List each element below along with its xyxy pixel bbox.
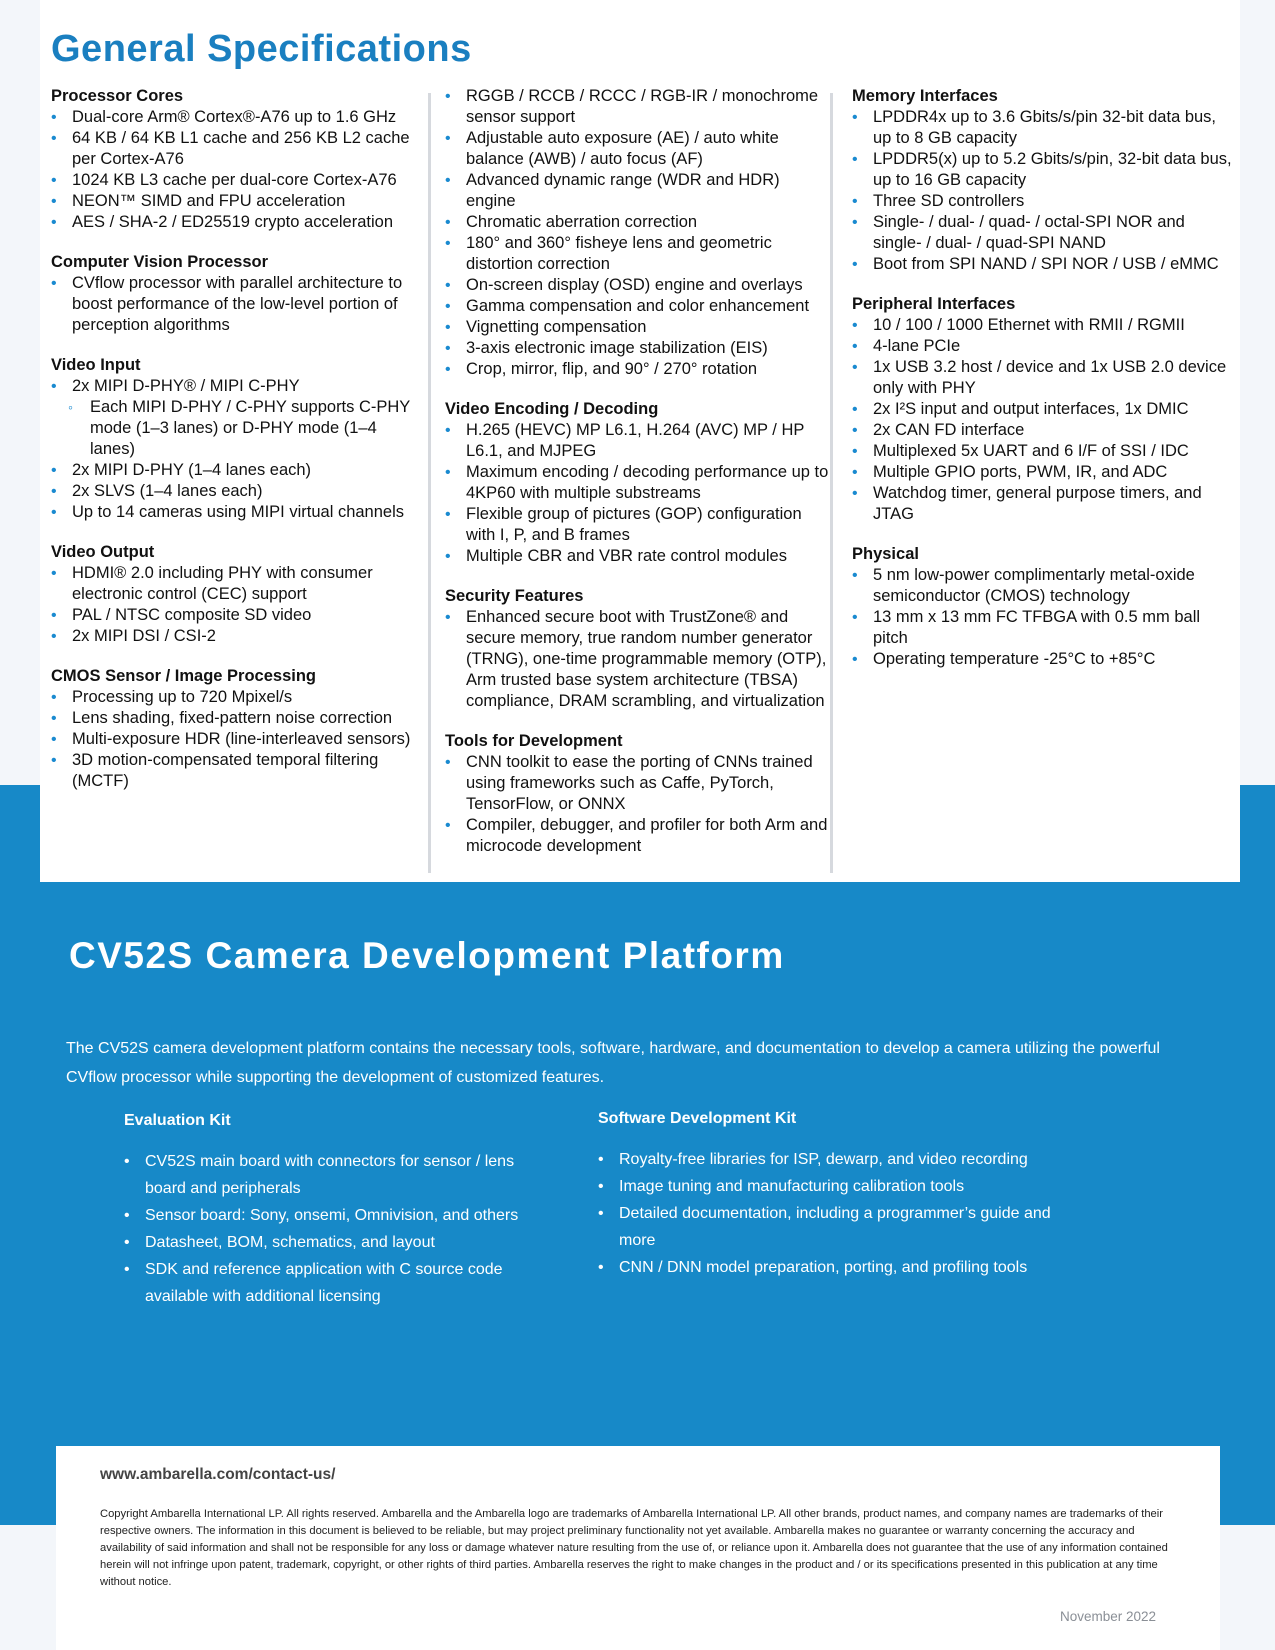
list-item: • HDMI® 2.0 including PHY with consumer electronic control (CEC) support [51, 563, 426, 605]
list-item: • NEON™ SIMD and FPU acceleration [51, 191, 426, 212]
list-item: • Compiler, debugger, and profiler for both Arm and microcode development [445, 815, 830, 857]
list-item: • CNN / DNN model preparation, porting, and profiling tools [598, 1254, 1058, 1281]
section-physical [852, 544, 1237, 670]
spec-list [852, 565, 1237, 670]
publication-date: November 2022 [1060, 1609, 1157, 1624]
list-item: • 1x USB 3.2 host / device and 1x USB 2.0 device only with PHY [852, 357, 1237, 399]
spec-list [445, 752, 830, 857]
spec-list [852, 107, 1237, 275]
list-item: • 10 / 100 / 1000 Ethernet with RMII / RGMII [852, 315, 1237, 336]
list-item: • Royalty-free libraries for ISP, dewarp, and video recording [598, 1146, 1058, 1173]
section-heading: Video Output [51, 543, 155, 561]
section-heading: Physical [852, 545, 919, 563]
list-item: • Three SD controllers [852, 191, 1237, 212]
list-item: • On-screen display (OSD) engine and overlays [445, 275, 830, 296]
sub-list-item: ◦ Each MIPI D-PHY / C-PHY supports C-PHY mode (1–3 lanes) or D-PHY mode (1–4 lanes) [51, 397, 426, 460]
list-item: • Single- / dual- / quad- / octal-SPI NOR and single- / dual- / quad-SPI NAND [852, 212, 1237, 254]
spec-list [445, 420, 830, 567]
list-item: • Gamma compensation and color enhancement [445, 296, 830, 317]
list-item: • Maximum encoding / decoding performance up to 4KP60 with multiple substreams [445, 462, 830, 504]
spec-list [51, 107, 426, 233]
list-item: • 180° and 360° fisheye lens and geometric distortion correction [445, 233, 830, 275]
list-item: • 3D motion-compensated temporal filtering (MCTF) [51, 750, 426, 792]
section-video-output [51, 542, 426, 647]
list-item: • 3-axis electronic image stabilization (EIS) [445, 338, 830, 359]
section-image-processing-continued [445, 86, 830, 380]
platform-title: CV52S Camera Development Platform [69, 935, 785, 976]
list-item: • Multiplexed 5x UART and 6 I/F of SSI / IDC [852, 441, 1237, 462]
list-item: • 2x CAN FD interface [852, 420, 1237, 441]
list-item: • Crop, mirror, flip, and 90° / 270° rotation [445, 359, 830, 380]
list-item: • Processing up to 720 Mpixel/s [51, 687, 426, 708]
list-item: • Boot from SPI NAND / SPI NOR / USB / eMMC [852, 254, 1237, 275]
section-computer-vision-processor [51, 252, 426, 336]
list-item: • Vignetting compensation [445, 317, 830, 338]
section-heading: Video Encoding / Decoding [445, 400, 659, 418]
list-item: • Enhanced secure boot with TrustZone® and secure memory, true random number generator (TRNG), one-time programmable memory (OTP), Arm trusted base system architecture (TBSA) compliance, DRAM scrambling, and virtualization [445, 607, 830, 712]
spec-list [445, 86, 830, 380]
list-item: • Advanced dynamic range (WDR and HDR) engine [445, 170, 830, 212]
list-item: • Up to 14 cameras using MIPI virtual channels [51, 502, 426, 523]
column-divider [428, 93, 431, 873]
kit-list [124, 1148, 554, 1310]
list-item: • Lens shading, fixed-pattern noise correction [51, 708, 426, 729]
list-item: • Multiple CBR and VBR rate control modules [445, 546, 830, 567]
section-heading: Computer Vision Processor [51, 253, 269, 271]
list-item: • RGGB / RCCB / RCCC / RGB-IR / monochrome sensor support [445, 86, 830, 128]
legal-notice: Copyright Ambarella International LP. All rights reserved. Ambarella and the Ambarella logo are trademarks of Ambarella International LP. All other brands, product names, and company names are trademarks of their respective owners. The information in this document is believed to be reliable, but may project preliminary functionality not yet available. Ambarella makes no guarantee or warranty concerning the accuracy and availability of said information and shall not be responsible for any loss or damage whatever nature resulting from the use of, or reliance upon it. Ambarella does not guarantee that the use of any information contained herein will not infringe upon patent, trademark, copyright, or other rights of third parties. Ambarella reserves the right to make changes in the product and / or its specifications presented in this publication at any time without notice. [100, 1508, 1168, 1588]
section-heading: Video Input [51, 356, 141, 374]
section-cmos-sensor-image-processing [51, 666, 426, 792]
section-video-encoding-decoding [445, 399, 830, 567]
section-heading: Security Features [445, 587, 584, 605]
list-item: • PAL / NTSC composite SD video [51, 605, 426, 626]
spec-list [51, 376, 426, 523]
page-title: General Specifications [51, 28, 472, 70]
list-item: • 4-lane PCIe [852, 336, 1237, 357]
list-item: • 1024 KB L3 cache per dual-core Cortex-A76 [51, 170, 426, 191]
kit-list [598, 1146, 1058, 1281]
list-item: • 2x MIPI DSI / CSI-2 [51, 626, 426, 647]
list-item: • Detailed documentation, including a programmer’s guide and more [598, 1200, 1058, 1254]
list-item: • Multi-exposure HDR (line-interleaved sensors) [51, 729, 426, 750]
spec-list [51, 687, 426, 792]
list-item: • Image tuning and manufacturing calibration tools [598, 1173, 1058, 1200]
list-item: • Dual-core Arm® Cortex®-A76 up to 1.6 GHz [51, 107, 426, 128]
evaluation-kit [124, 1110, 554, 1310]
kit-heading: Evaluation Kit [124, 1112, 231, 1129]
list-item: • 64 KB / 64 KB L1 cache and 256 KB L2 cache per Cortex-A76 [51, 128, 426, 170]
list-item: • H.265 (HEVC) MP L6.1, H.264 (AVC) MP / HP L6.1, and MJPEG [445, 420, 830, 462]
section-heading: CMOS Sensor / Image Processing [51, 667, 316, 685]
spec-list [852, 315, 1237, 525]
spec-column-2 [445, 86, 830, 876]
spec-list [51, 273, 426, 336]
list-item: • 2x MIPI D-PHY® / MIPI C-PHY [51, 376, 426, 397]
section-security-features [445, 586, 830, 712]
list-item: • LPDDR4x up to 3.6 Gbits/s/pin 32-bit data bus, up to 8 GB capacity [852, 107, 1237, 149]
list-item: • Datasheet, BOM, schematics, and layout [124, 1229, 554, 1256]
spec-column-1 [51, 86, 426, 811]
software-development-kit [598, 1108, 1058, 1281]
section-heading: Peripheral Interfaces [852, 295, 1016, 313]
list-item: • 5 nm low-power complimentarly metal-oxide semiconductor (CMOS) technology [852, 565, 1237, 607]
list-item: • CVflow processor with parallel architecture to boost performance of the low-level portion of perception algorithms [51, 273, 426, 336]
list-item: • Operating temperature -25°C to +85°C [852, 649, 1237, 670]
list-item: • AES / SHA-2 / ED25519 crypto acceleration [51, 212, 426, 233]
section-video-input [51, 355, 426, 523]
section-heading: Processor Cores [51, 87, 184, 105]
column-divider [830, 93, 833, 873]
spec-column-3 [852, 86, 1237, 689]
section-heading: Tools for Development [445, 732, 623, 750]
section-processor-cores [51, 86, 426, 233]
list-item: • Adjustable auto exposure (AE) / auto white balance (AWB) / auto focus (AF) [445, 128, 830, 170]
list-item: • Sensor board: Sony, onsemi, Omnivision, and others [124, 1202, 554, 1229]
platform-intro: The CV52S camera development platform contains the necessary tools, software, hardware, and documentation to develop a camera utilizing the powerful CVflow processor while supporting the development of customized features. [66, 1040, 1160, 1086]
list-item: • SDK and reference application with C source code available with additional licensing [124, 1256, 554, 1310]
list-item: • CNN toolkit to ease the porting of CNNs trained using frameworks such as Caffe, PyTorch, TensorFlow, or ONNX [445, 752, 830, 815]
list-item: • Multiple GPIO ports, PWM, IR, and ADC [852, 462, 1237, 483]
spec-list [445, 607, 830, 712]
contact-link[interactable]: www.ambarella.com/contact-us/ [100, 1466, 336, 1483]
list-item: • 13 mm x 13 mm FC TFBGA with 0.5 mm ball pitch [852, 607, 1237, 649]
list-item: • CV52S main board with connectors for sensor / lens board and peripherals [124, 1148, 554, 1202]
list-item: • LPDDR5(x) up to 5.2 Gbits/s/pin, 32-bit data bus, up to 16 GB capacity [852, 149, 1237, 191]
section-peripheral-interfaces [852, 294, 1237, 525]
spec-list [51, 563, 426, 647]
kit-heading: Software Development Kit [598, 1110, 797, 1127]
section-memory-interfaces [852, 86, 1237, 275]
list-item: • Flexible group of pictures (GOP) configuration with I, P, and B frames [445, 504, 830, 546]
list-item: • Watchdog timer, general purpose timers, and JTAG [852, 483, 1237, 525]
list-item: • Chromatic aberration correction [445, 212, 830, 233]
section-tools-for-development [445, 731, 830, 857]
list-item: • 2x MIPI D-PHY (1–4 lanes each) [51, 460, 426, 481]
list-item: • 2x SLVS (1–4 lanes each) [51, 481, 426, 502]
section-heading: Memory Interfaces [852, 87, 998, 105]
list-item: • 2x I²S input and output interfaces, 1x DMIC [852, 399, 1237, 420]
